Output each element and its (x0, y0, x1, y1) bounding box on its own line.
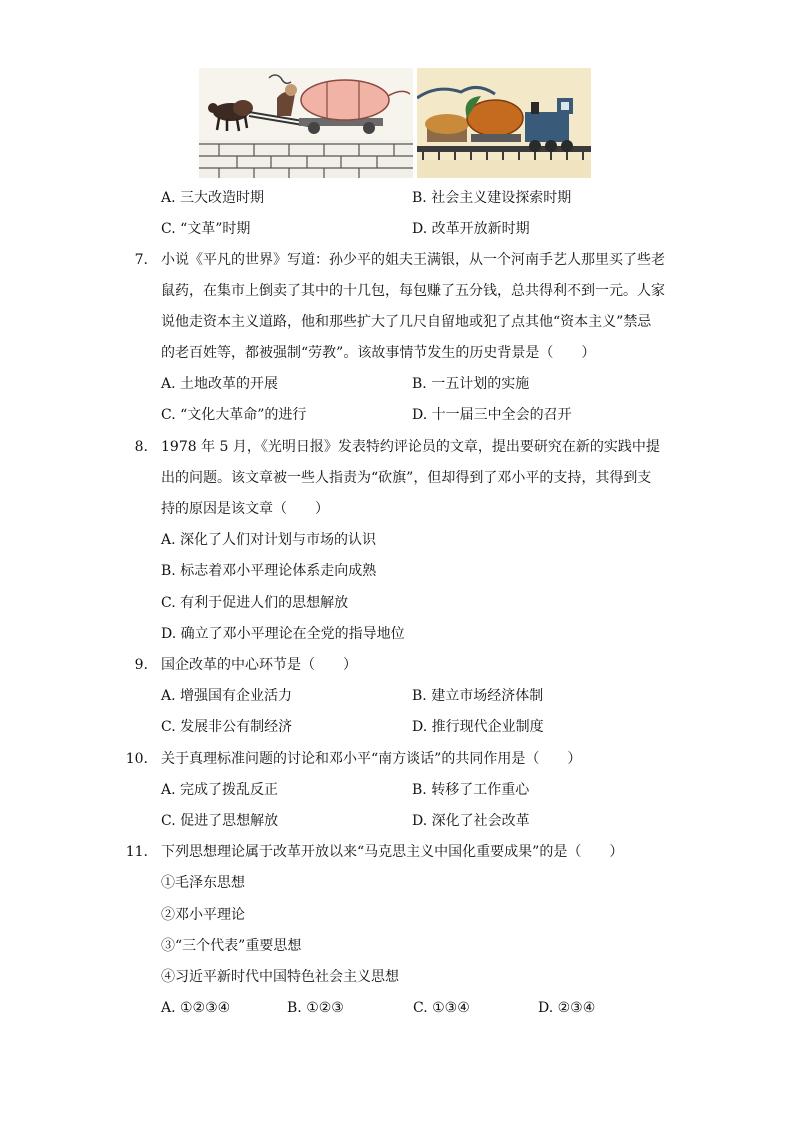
q10-number: 10. (125, 751, 148, 767)
q7-text-line: 小说《平凡的世界》写道：孙少平的姐夫王满银，从一个河南手艺人那里买了些老 (161, 252, 665, 268)
q7-number: 7. (134, 252, 148, 268)
ox-cart-illustration (199, 68, 413, 178)
q8-text-line: 1978 年 5 月，《光明日报》发表特约评论员的文章，提出要研究在新的实践中提 (161, 439, 660, 455)
q9-option-b[interactable]: B. 建立市场经济体制 (412, 688, 544, 704)
q9-number: 9. (134, 657, 148, 673)
q11-option-b[interactable]: B. ①②③ (287, 1000, 344, 1016)
q7-text-line: 的老百姓等，都被强制“劳教”。该故事情节发生的历史背景是（ ） (161, 345, 596, 361)
q10-option-b[interactable]: B. 转移了工作重心 (412, 782, 530, 798)
q6-option-b[interactable]: B. 社会主义建设探索时期 (412, 190, 572, 206)
q11-item: ③“三个代表”重要思想 (161, 938, 302, 954)
q7-text-line: 鼠药，在集市上倒卖了其中的十几包，每包赚了五分钱，总共得利不到一元。人家 (161, 283, 665, 299)
q9-text-line: 国企改革的中心环节是（ ） (161, 657, 357, 673)
q6-option-c[interactable]: C. “文革”时期 (161, 221, 251, 237)
q11-text-line: 下列思想理论属于改革开放以来“马克思主义中国化重要成果”的是（ ） (161, 844, 624, 860)
q8-number: 8. (134, 439, 148, 455)
question-6-illustrations (199, 68, 591, 178)
q11-option-c[interactable]: C. ①③④ (413, 1000, 470, 1016)
q6-option-d[interactable]: D. 改革开放新时期 (412, 221, 530, 237)
q8-text-line: 出的问题。该文章被一些人指责为“砍旗”，但却得到了邓小平的支持，其得到支 (161, 470, 652, 486)
q9-option-a[interactable]: A. 增强国有企业活力 (161, 688, 293, 704)
q10-text-line: 关于真理标准问题的讨论和邓小平“南方谈话”的共同作用是（ ） (161, 751, 582, 767)
q11-option-d[interactable]: D. ②③④ (538, 1000, 596, 1016)
q8-option-b[interactable]: B. 标志着邓小平理论体系走向成熟 (161, 563, 377, 579)
q11-option-a[interactable]: A. ①②③④ (161, 1000, 231, 1016)
q10-option-c[interactable]: C. 促进了思想解放 (161, 813, 279, 829)
train-illustration (417, 68, 591, 178)
q7-option-b[interactable]: B. 一五计划的实施 (412, 376, 530, 392)
q11-item: ④习近平新时代中国特色社会主义思想 (161, 969, 399, 985)
q9-option-c[interactable]: C. 发展非公有制经济 (161, 719, 293, 735)
q8-option-a[interactable]: A. 深化了人们对计划与市场的认识 (161, 532, 377, 548)
q8-option-c[interactable]: C. 有利于促进人们的思想解放 (161, 595, 349, 611)
q7-text-line: 说他走资本主义道路，他和那些扩大了几尺自留地或犯了点其他“资本主义”禁忌 (161, 314, 652, 330)
q11-item: ②邓小平理论 (161, 907, 245, 923)
q6-option-a[interactable]: A. 三大改造时期 (161, 190, 265, 206)
q8-text-line: 持的原因是该文章（ ） (161, 501, 329, 517)
q7-option-a[interactable]: A. 土地改革的开展 (161, 376, 279, 392)
q8-option-d[interactable]: D. 确立了邓小平理论在全党的指导地位 (161, 626, 405, 642)
q11-number: 11. (125, 844, 148, 860)
q11-item: ①毛泽东思想 (161, 875, 245, 891)
q10-option-a[interactable]: A. 完成了拨乱反正 (161, 782, 279, 798)
q7-option-d[interactable]: D. 十一届三中全会的召开 (412, 407, 572, 423)
q10-option-d[interactable]: D. 深化了社会改革 (412, 813, 530, 829)
q9-option-d[interactable]: D. 推行现代企业制度 (412, 719, 544, 735)
q7-option-c[interactable]: C. “文化大革命”的进行 (161, 407, 307, 423)
